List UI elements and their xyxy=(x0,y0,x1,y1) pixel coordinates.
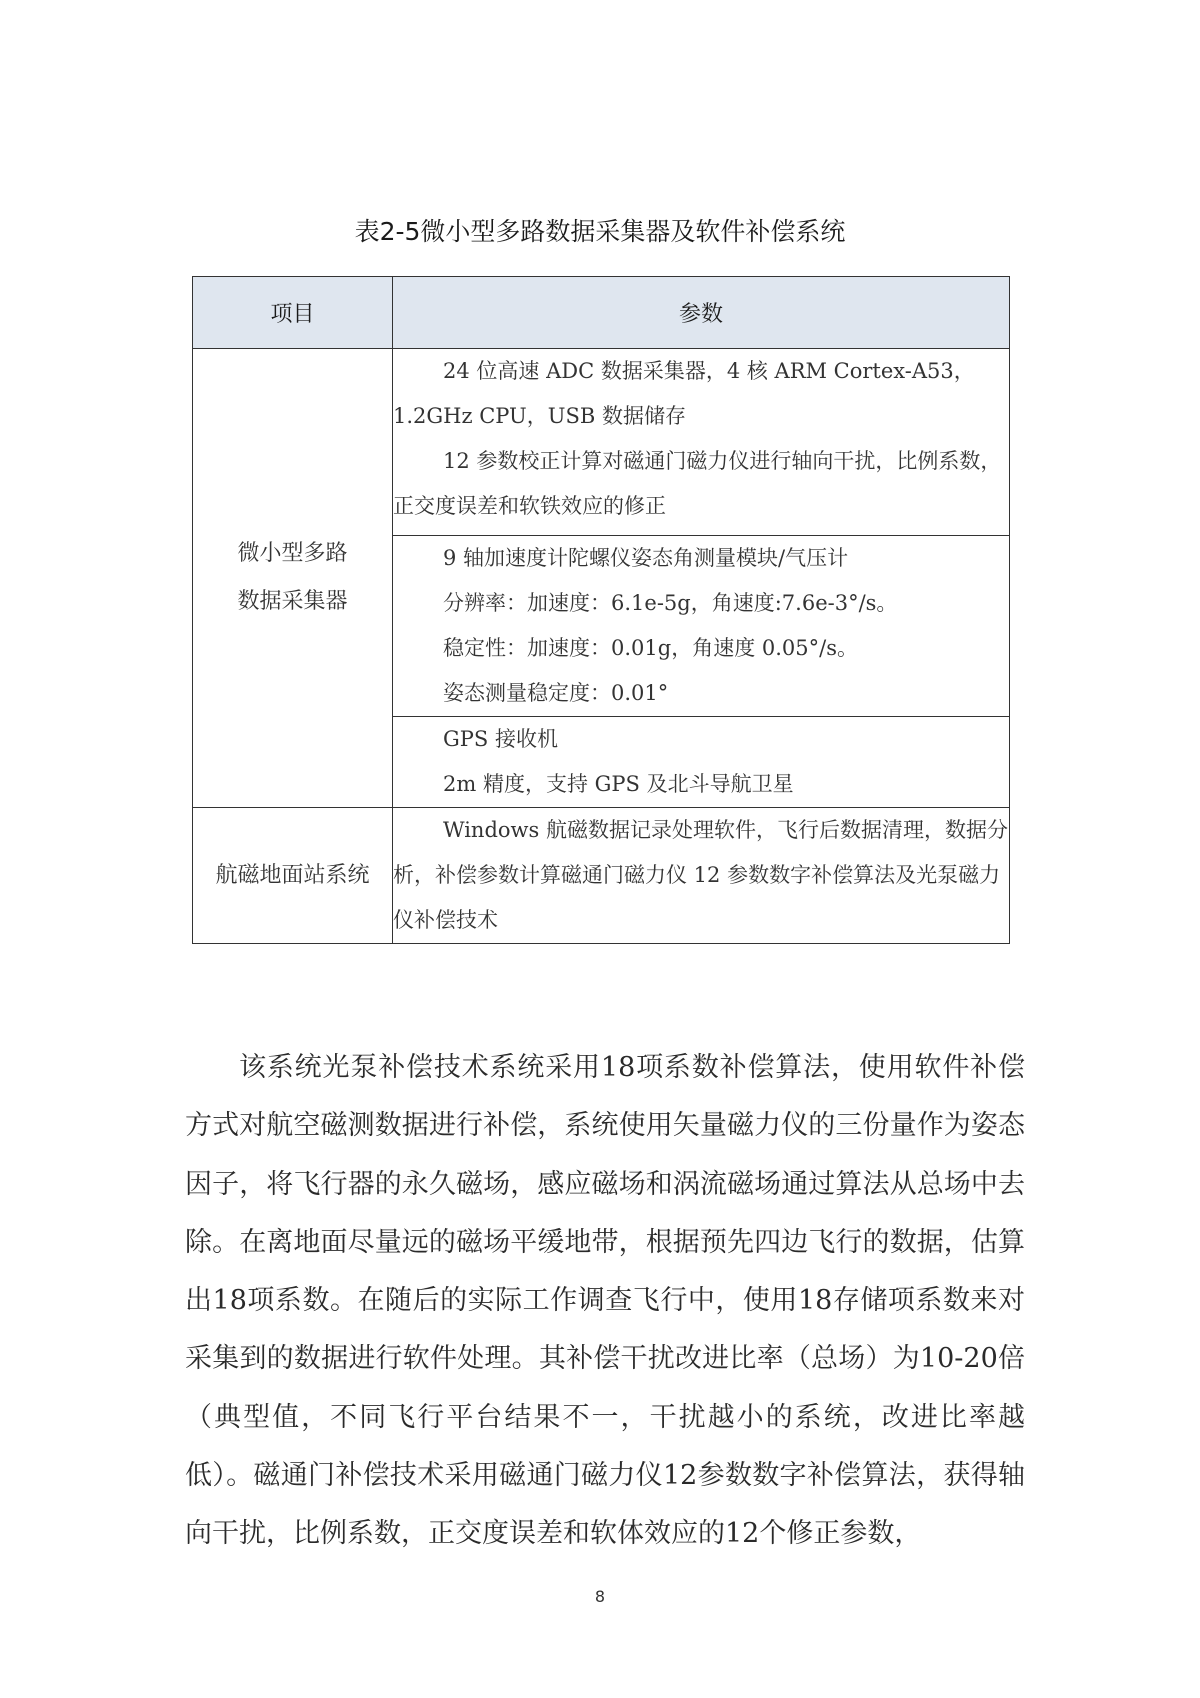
param-paragraph: Windows 航磁数据记录处理软件，飞行后数据清理，数据分析，补偿参数计算磁通门磁力仪 12 参数数字补偿算法及光泵磁力仪补偿技术 xyxy=(393,818,1008,932)
body-paragraph: 该系统光泵补偿技术系统采用18项系数补偿算法，使用软件补偿方式对航空磁测数据进行补偿，系统使用矢量磁力仪的三份量作为姿态因子，将飞行器的永久磁场，感应磁场和涡流磁场通过算法从总场中去除。在离地面尽量远的磁场平缓地带，根据预先四边飞行的数据，估算出18项系数。在随后的实际工作调查飞行中，使用18存储项系数来对采集到的数据进行软件处理。其补偿干扰改进比率（总场）为10-20倍（典型值，不同飞行平台结果不一，干扰越小的系统，改进比率越低）。磁通门补偿技术采用磁通门磁力仪12参数数字补偿算法，获得轴向干扰，比例系数，正交度误差和软体效应的12个修正参数， xyxy=(185,1052,1025,1550)
item-cell-collector xyxy=(193,349,393,808)
param-cell-software xyxy=(393,808,1010,944)
table-row xyxy=(193,808,1010,944)
table-row xyxy=(193,349,1010,536)
param-paragraph: 12 参数校正计算对磁通门磁力仪进行轴向干扰，比例系数，正交度误差和软铁效应的修正 xyxy=(393,449,1002,518)
param-line: GPS 接收机 xyxy=(443,727,558,751)
item-label-line: 数据采集器 xyxy=(237,589,348,614)
item-label-line: 微小型多路 xyxy=(237,541,348,566)
param-line: 姿态测量稳定度：0.01° xyxy=(443,681,669,705)
table-caption: 表2-5微小型多路数据采集器及软件补偿系统 xyxy=(354,217,846,246)
param-cell-adc xyxy=(393,349,1010,536)
item-cell-ground-station: 航磁地面站系统 xyxy=(193,808,393,944)
header-param: 参数 xyxy=(393,277,1010,349)
header-item: 项目 xyxy=(193,277,393,349)
param-line: 分辨率：加速度：6.1e-5g，角速度:7.6e-3°/s。 xyxy=(443,591,898,615)
param-cell-gps xyxy=(393,717,1010,808)
spec-table xyxy=(192,276,1010,944)
param-line: 稳定性：加速度：0.01g，角速度 0.05°/s。 xyxy=(443,636,858,660)
page-number: 8 xyxy=(594,1587,606,1606)
param-cell-imu xyxy=(393,536,1010,717)
param-line: 9 轴加速度计陀螺仪姿态角测量模块/气压计 xyxy=(443,546,849,570)
table-header-row xyxy=(193,277,1010,349)
param-line: 2m 精度，支持 GPS 及北斗导航卫星 xyxy=(443,772,794,796)
param-paragraph: 24 位高速 ADC 数据采集器，4 核 ARM Cortex-A53，1.2GHz CPU，USB 数据储存 xyxy=(393,359,975,428)
